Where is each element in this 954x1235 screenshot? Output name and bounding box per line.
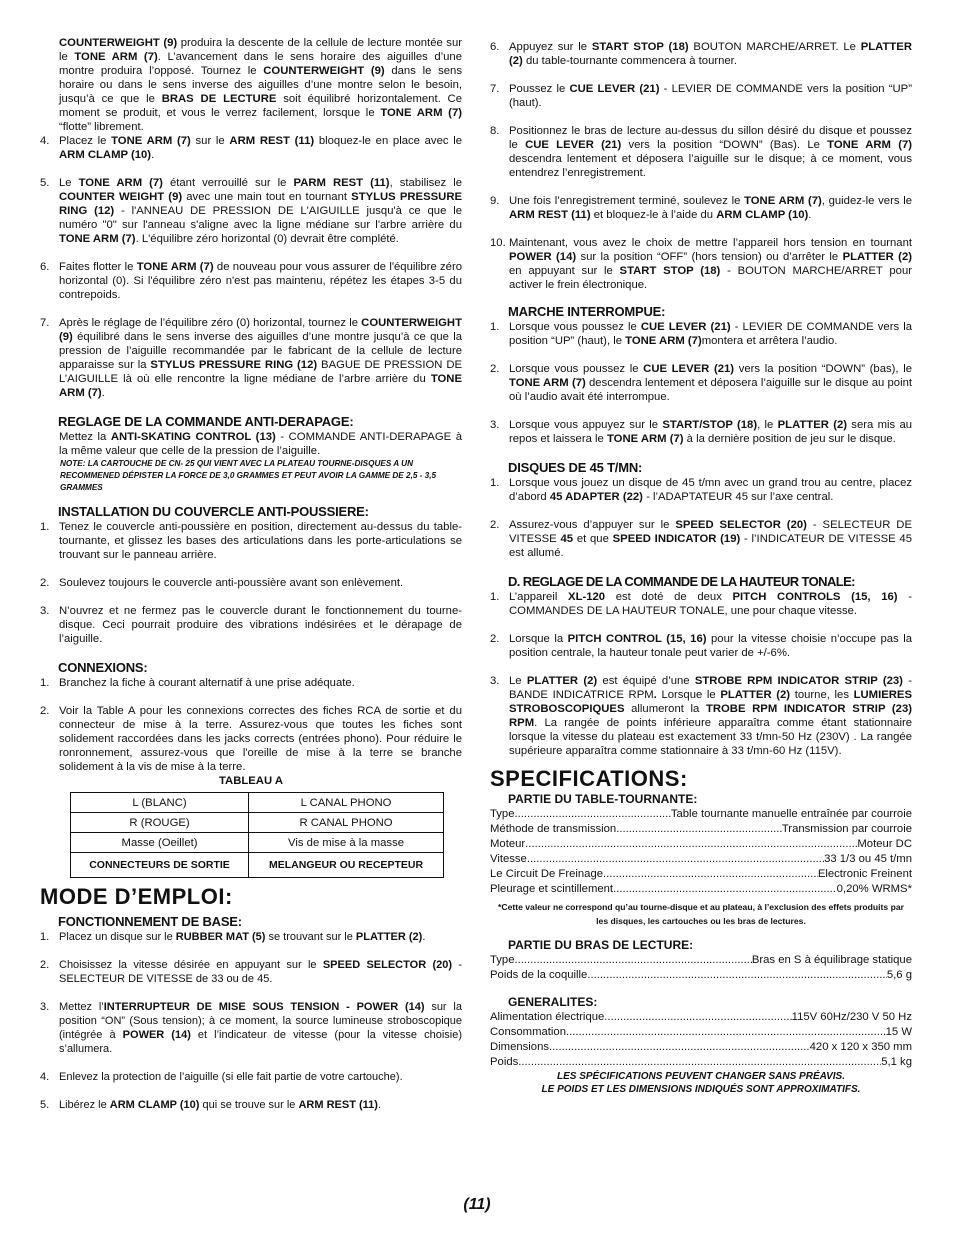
bold-term: STROBE RPM INDICATOR STRIP (23) bbox=[694, 675, 903, 687]
text-run: étant verrouillé sur le bbox=[162, 177, 294, 189]
bold-term: POWER (14) bbox=[122, 1029, 191, 1041]
list-item bbox=[40, 576, 462, 590]
spec-row bbox=[490, 852, 912, 867]
text-run: de nouveau pour vous assurer de l'équilibre zéro horizontal (0). Si l'équilibre zéro n'est pas maintenu, répétez les étapes 3-5 du contrepoids. bbox=[59, 261, 462, 301]
bold-term: SPEED SELECTOR (20) bbox=[675, 519, 807, 531]
bold-term: TONE ARM (7) bbox=[744, 195, 822, 207]
spec-value: 5,6 g bbox=[886, 969, 912, 981]
bold-term: TONE ARM (7) bbox=[78, 177, 163, 189]
spec-row bbox=[490, 1040, 912, 1055]
spec-row bbox=[490, 837, 912, 852]
right-column bbox=[490, 40, 912, 1096]
spec-gen-heading: GENERALITES: bbox=[508, 995, 598, 1009]
dot-leader bbox=[527, 852, 824, 867]
text-run: pour la vitesse choisie n’occupe pas la position centrale, la hauteur tonale peut varier de +/-6%. bbox=[509, 633, 912, 659]
bold-term: PLATTER (2) bbox=[355, 931, 423, 943]
table-cell: L (BLANC) bbox=[71, 793, 249, 813]
text-run: “flotte” librement. bbox=[59, 121, 144, 133]
bold-term: PLATTER (2) bbox=[509, 41, 912, 67]
bold-term: STYLUS PRESSURE RING (12) bbox=[150, 359, 318, 371]
list-number: 4. bbox=[40, 1071, 50, 1083]
spec-value: Moteur DC bbox=[857, 838, 912, 850]
list-item bbox=[40, 958, 462, 986]
spec-value: 0,20% WRMS* bbox=[836, 883, 912, 895]
text-run: . L’avancement dans le sens horaire des aiguilles d’une montre produira l’opposé. Tournez le bbox=[59, 51, 462, 77]
spec-label: Pleurage et scintillement bbox=[490, 883, 614, 895]
list-item bbox=[490, 40, 912, 68]
text-run: Lorsque vous jouez un disque de 45 t/mn avec un grand trou au centre, placez d’abord bbox=[509, 477, 912, 503]
list-number: 3. bbox=[490, 419, 500, 431]
list-number: 2. bbox=[490, 363, 500, 375]
list-number: 1. bbox=[40, 677, 50, 689]
text-run: Choisissez la vitesse désirée en appuyant sur le bbox=[59, 959, 323, 971]
list-item bbox=[40, 676, 462, 690]
bold-term: 45 ADAPTER (22) bbox=[549, 491, 643, 503]
text-run: . bbox=[808, 209, 812, 221]
text-run: - COMMANDE ANTI-DERAPAGE à la même valeur que celle de la pression de l’aiguille. bbox=[59, 431, 462, 457]
text-run: Lorsque la bbox=[509, 633, 568, 645]
text-run: N’ouvrez et ne fermez pas le couvercle durant le fonctionnement du tourne-disque. Ceci pourrait produire des vibrations indésirées et le dérapage de l’aiguille. bbox=[59, 605, 462, 645]
spec-value: 115V 60Hz/230 V 50 Hz bbox=[791, 1011, 912, 1023]
list-item bbox=[40, 176, 462, 246]
spec-row bbox=[490, 822, 912, 837]
bold-term: TONE ARM (7) bbox=[509, 377, 586, 389]
text-run: Le bbox=[509, 675, 527, 687]
base-steps bbox=[40, 930, 462, 1112]
text-run: Placez un disque sur le bbox=[59, 931, 176, 943]
spec-label: Dimensions bbox=[490, 1041, 550, 1053]
text-run: Libérez le bbox=[59, 1099, 110, 1111]
bold-term: CUE LEVER (21) bbox=[569, 83, 660, 95]
bold-term: COUNTERWEIGHT (9) bbox=[263, 65, 385, 77]
list-item bbox=[40, 316, 462, 400]
text-run: Voir la Table A pour les connexions correctes des fiches RCA de sortie et du connecteur de mise à la terre. Assurez-vous que toutes les fiches sont solidement raccordées dans les jacks corrects (entrées phono). Pour réduire le ronronnement, assurez-vous que l'oreille de mise à la terre se branche solidement à la vis de mise à la terre. bbox=[59, 705, 462, 773]
bold-term: PARM REST (11) bbox=[293, 177, 390, 189]
text-run: Poussez le bbox=[509, 83, 570, 95]
text-run: . La rangée de points inférieure apparaîtra comme étant stationnaire lorsque la vitesse du plateau est exactement 33 t/mn-50 Hz (230V) . La rangée supérieure apparaîtra comme stationnaire à 33 t/mn-60 Hz (115V). bbox=[509, 717, 912, 757]
bold-term: TONE ARM (7) bbox=[136, 261, 214, 273]
text-run: - LEVIER DE COMMANDE vers la position “UP” (haut), le bbox=[509, 321, 912, 347]
bold-term: TONE ARM (7) bbox=[59, 233, 136, 245]
text-run: produira la descente de la cellule de lecture montée sur le bbox=[59, 37, 463, 63]
text-run: avec une main tout en tournant bbox=[182, 191, 352, 203]
spec-label: Vitesse bbox=[490, 853, 527, 865]
list-item bbox=[490, 476, 912, 504]
spec-label: Poids bbox=[490, 1056, 519, 1068]
spec-row bbox=[490, 953, 912, 968]
text-run: - l'ANNEAU DE PRESSION DE L'AIGUILLE jusqu'à ce que le numéro "0" sur l'anneau s'aligne avec la ligne médiane sur l'arbre arrière du bbox=[59, 205, 462, 231]
bold-term: BRAS DE LECTURE bbox=[161, 93, 277, 105]
list-number: 2. bbox=[40, 959, 50, 971]
table-cell: MELANGEUR OU RECEPTEUR bbox=[249, 853, 444, 878]
text-run: Appuyez sur le bbox=[509, 41, 592, 53]
dot-leader bbox=[549, 1040, 810, 1055]
spec-value: Table tournante manuelle entraînée par courroie bbox=[670, 808, 912, 820]
text-run: vers la position “DOWN” (Bas). Le bbox=[621, 139, 828, 151]
spec-gen-list bbox=[490, 1010, 912, 1070]
bold-term: SPEED SELECTOR (20) bbox=[322, 959, 453, 971]
table-row bbox=[71, 813, 444, 833]
list-number: 5. bbox=[40, 177, 50, 189]
bold-term: POWER (14) bbox=[509, 251, 577, 263]
bold-term: PITCH CONTROLS (15, 16) bbox=[732, 591, 898, 603]
text-run: sur la position “OFF” (hors tension) ou d’arrêter le bbox=[576, 251, 843, 263]
bold-term: PLATTER (2) bbox=[842, 251, 912, 263]
list-item bbox=[40, 1070, 462, 1084]
text-run: - SELECTEUR DE VITESSE bbox=[509, 519, 912, 545]
list-item bbox=[490, 236, 912, 292]
bold-term: CUE LEVER (21) bbox=[640, 321, 731, 333]
spec-row bbox=[490, 1055, 912, 1070]
table-row bbox=[71, 853, 444, 878]
marche-heading: MARCHE INTERROMPUE: bbox=[508, 304, 666, 319]
specifications-title: SPECIFICATIONS: bbox=[490, 766, 688, 791]
bold-term: RUBBER MAT (5) bbox=[175, 931, 266, 943]
spec-value: Transmission par courroie bbox=[781, 823, 912, 835]
text-run: Assurez-vous d’appuyer sur le bbox=[509, 519, 676, 531]
spec-label: Poids de la coquille bbox=[490, 969, 588, 981]
text-run: - l’INDICATEUR DE VITESSE 45 est allumé. bbox=[509, 533, 913, 559]
bold-term: TONE ARM (7) bbox=[827, 139, 913, 151]
list-number: 3. bbox=[490, 675, 500, 687]
text-run: est doté de deux bbox=[605, 591, 733, 603]
list-number: 7. bbox=[40, 317, 50, 329]
text-run: - BOUTON MARCHE/ARRET pour activer le frein électronique. bbox=[509, 265, 912, 291]
text-run: à la dernière position de jeu sur le disque. bbox=[683, 433, 896, 445]
list-number: 1. bbox=[40, 521, 50, 533]
list-item bbox=[40, 134, 462, 162]
table-a bbox=[70, 792, 444, 878]
text-run: . L'équilibre zéro horizontal (0) devrait être complété. bbox=[135, 233, 399, 245]
text-run: soit équilibré horizontalement. Ce moment se produit, et vous le verrez facilement, lorsque le bbox=[59, 93, 462, 119]
list-item bbox=[490, 632, 912, 660]
spec-value: 33 1/3 ou 45 t/mn bbox=[824, 853, 912, 865]
text-run: Lorsque vous poussez le bbox=[509, 321, 641, 333]
text-run: Soulevez toujours le couvercle anti-poussière avant son enlèvement. bbox=[59, 577, 404, 589]
list-item bbox=[490, 518, 912, 560]
list-number: 5. bbox=[40, 1099, 50, 1111]
spec-value: 15 W bbox=[885, 1026, 912, 1038]
steps-4-7 bbox=[40, 134, 462, 400]
list-item bbox=[490, 194, 912, 222]
text-run: sur le bbox=[190, 135, 230, 147]
text-run: Enlevez la protection de l’aiguille (si elle fait partie de votre cartouche). bbox=[59, 1071, 403, 1083]
bold-term: COUNTERWEIGHT (9) bbox=[59, 37, 178, 49]
text-run: BAGUE DE PRESSION DE L’AIGUILLE là où elle rencontre la ligne médiane de l’arbre arrière du bbox=[59, 359, 463, 385]
list-item bbox=[40, 260, 462, 302]
left-column bbox=[40, 36, 462, 1112]
bold-term: COUNTERWEIGHT (9) bbox=[59, 317, 462, 343]
bold-term: STYLUS PRESSURE RING (12) bbox=[59, 191, 463, 217]
list-item bbox=[490, 124, 912, 180]
table-cell: R CANAL PHONO bbox=[249, 813, 444, 833]
text-run: Tenez le couvercle anti-poussière en position, directement au-dessus du table-tournante, et glissez les bases des articulations dans les porte-articulations se trouvant sur le panneau arrière. bbox=[59, 521, 462, 561]
dot-leader bbox=[566, 1025, 886, 1040]
spec-label: Le Circuit De Freinage bbox=[490, 868, 604, 880]
text-run: , stabilisez le bbox=[389, 177, 462, 189]
text-run: Une fois l’enregistrement terminé, soulevez le bbox=[509, 195, 745, 207]
text-run: , guidez-le vers le bbox=[821, 195, 912, 207]
bold-term: START/STOP (18) bbox=[662, 419, 758, 431]
text-run: dans le sens horaire ou dans le sens inverse des aiguilles d’une montre selon le besoin, jusqu’à ce que le bbox=[59, 65, 462, 105]
spec-table-heading: PARTIE DU TABLE-TOURNANTE: bbox=[508, 792, 698, 806]
bold-term: CUE LEVER (21) bbox=[643, 363, 735, 375]
text-run: Positionnez le bras de lecture au-dessus du sillon désiré du disque et poussez le bbox=[509, 125, 912, 151]
spec-disclaimer-1: LES SPÉCIFICATIONS PEUVENT CHANGER SANS PRÉAVIS. bbox=[556, 1071, 845, 1082]
text-run: descendra lentement et déposera l’aiguille sur le disque; à ce moment, vous entendrez l’enregistrement. bbox=[509, 153, 912, 179]
steps-6-10 bbox=[490, 40, 912, 292]
bold-term: ARM REST (11) bbox=[298, 1099, 378, 1111]
list-number: 1. bbox=[40, 931, 50, 943]
dot-leader bbox=[518, 1055, 881, 1070]
text-run: Lorsque le bbox=[656, 689, 721, 701]
table-cell: L CANAL PHONO bbox=[249, 793, 444, 813]
disques-45-heading: DISQUES DE 45 T/MN: bbox=[508, 460, 643, 475]
dot-leader bbox=[515, 807, 671, 822]
list-item bbox=[490, 82, 912, 110]
text-run: en appuyant sur le bbox=[509, 265, 620, 277]
spec-arm-heading: PARTIE DU BRAS DE LECTURE: bbox=[508, 938, 694, 952]
list-item bbox=[40, 930, 462, 944]
dot-leader bbox=[603, 867, 818, 882]
cover-heading: INSTALLATION DU COUVERCLE ANTI-POUSSIERE: bbox=[58, 504, 369, 519]
bold-term: INTERRUPTEUR DE MISE SOUS TENSION - POWER (14) bbox=[103, 1001, 425, 1013]
table-a-title: TABLEAU A bbox=[218, 775, 283, 787]
text-run: Lorsque vous appuyez sur le bbox=[509, 419, 663, 431]
text-run: est équipé d’une bbox=[597, 675, 695, 687]
cover-steps bbox=[40, 520, 462, 646]
antiskate-heading: REGLAGE DE LA COMMANDE ANTI-DERAPAGE: bbox=[58, 414, 354, 429]
text-run: - LEVIER DE COMMANDE vers la position “UP” (haut). bbox=[509, 83, 912, 109]
spec-row bbox=[490, 1025, 912, 1040]
list-number: 9. bbox=[490, 195, 500, 207]
bold-term: TONE ARM (7) bbox=[380, 107, 462, 119]
dot-leader bbox=[613, 882, 837, 897]
list-item bbox=[490, 674, 912, 758]
dot-leader bbox=[525, 837, 857, 852]
pitch-heading: D. REGLAGE DE LA COMMANDE DE LA HAUTEUR TONALE: bbox=[508, 574, 855, 589]
list-item bbox=[40, 1000, 462, 1056]
bold-term: . bbox=[653, 689, 657, 701]
text-run: BOUTON MARCHE/ARRET. Le bbox=[688, 41, 861, 53]
spec-disclaimer-2: LE POIDS ET LES DIMENSIONS INDIQUÉS SONT APPROXIMATIFS. bbox=[541, 1084, 861, 1095]
text-run: du table-tournante commencera à tourner. bbox=[522, 55, 737, 67]
text-run: vers la position “DOWN” (bas), le bbox=[734, 363, 912, 375]
table-cell: R (ROUGE) bbox=[71, 813, 249, 833]
text-run: descendra lentement et déposera l’aiguille sur le disque au point où l’audio avait été interrompue. bbox=[509, 377, 912, 403]
bold-term: TONE ARM (7) bbox=[111, 135, 191, 147]
bold-term: TONE ARM (7) bbox=[625, 335, 702, 347]
bold-term: LUMIERES STROBOSCOPIQUES bbox=[509, 689, 912, 715]
spec-row bbox=[490, 968, 912, 983]
spec-row bbox=[490, 1010, 912, 1025]
spec-value: 5,1 kg bbox=[881, 1056, 912, 1068]
text-run: et bloquez-le à l’aide du bbox=[590, 209, 717, 221]
bold-term: ARM CLAMP (10) bbox=[59, 149, 152, 161]
text-run: - BANDE INDICATRICE RPM bbox=[509, 675, 912, 701]
spec-label: Moteur bbox=[490, 838, 526, 850]
text-run: . bbox=[151, 149, 155, 161]
dot-leader bbox=[515, 953, 752, 968]
bold-term: ARM CLAMP (10) bbox=[716, 209, 809, 221]
dot-leader bbox=[604, 1010, 791, 1025]
dot-leader bbox=[616, 822, 782, 837]
mode-emploi-title: MODE D’EMPLOI: bbox=[40, 884, 233, 909]
list-item bbox=[490, 590, 912, 618]
text-run: Le bbox=[59, 177, 79, 189]
bold-term: XL-120 bbox=[568, 591, 606, 603]
table-cell: Masse (Oeillet) bbox=[71, 833, 249, 853]
text-run: allumeront la bbox=[624, 703, 706, 715]
text-run: et que bbox=[573, 533, 613, 545]
text-run: Après le réglage de l’équilibre zéro (0) horizontal, tournez le bbox=[59, 317, 362, 329]
table-row bbox=[71, 793, 444, 813]
list-number: 2. bbox=[40, 577, 50, 589]
spec-row bbox=[490, 882, 912, 897]
connexions-heading: CONNEXIONS: bbox=[58, 660, 148, 675]
text-run: sur la position “ON” (Sous tension); à ce moment, la source lumineuse stroboscopique (intégrée à bbox=[59, 1001, 462, 1041]
bold-term: SPEED INDICATOR (19) bbox=[612, 533, 741, 545]
text-run: qui se trouve sur le bbox=[199, 1099, 299, 1111]
spec-label: Méthode de transmission bbox=[490, 823, 617, 835]
list-number: 2. bbox=[40, 705, 50, 717]
text-run: sera mis au repos et laissera le bbox=[509, 419, 913, 445]
list-number: 4. bbox=[40, 135, 50, 147]
bold-term: TONE ARM (7) bbox=[74, 51, 158, 63]
base-heading: FONCTIONNEMENT DE BASE: bbox=[58, 914, 242, 929]
bold-term: 45 bbox=[560, 533, 574, 545]
list-item bbox=[40, 704, 462, 774]
text-run: Mettez la bbox=[59, 431, 111, 443]
bold-term: COUNTER WEIGHT (9) bbox=[59, 191, 183, 203]
antiskate-text bbox=[59, 430, 462, 458]
text-run: Branchez la fiche à courant alternatif à une prise adéquate. bbox=[59, 677, 355, 689]
bold-term: TONE ARM (7) bbox=[59, 373, 462, 399]
spec-arm-list bbox=[490, 953, 912, 983]
bold-term: ARM REST (11) bbox=[509, 209, 591, 221]
spec-label: Consommation bbox=[490, 1026, 566, 1038]
bold-term: ANTI-SKATING CONTROL (13) bbox=[110, 431, 276, 443]
list-number: 1. bbox=[490, 477, 500, 489]
bold-term: PLATTER (2) bbox=[526, 675, 598, 687]
list-number: 10. bbox=[490, 237, 506, 249]
text-run: Mettez l’ bbox=[59, 1001, 104, 1013]
spec-label: Type bbox=[490, 808, 515, 820]
list-number: 6. bbox=[490, 41, 500, 53]
spec-value: Electronic Freinent bbox=[817, 868, 912, 880]
text-run: - COMMANDES DE LA HAUTEUR TONALE, une pour chaque vitesse. bbox=[509, 591, 912, 617]
connexions-steps bbox=[40, 676, 462, 774]
bold-term: START STOP (18) bbox=[591, 41, 689, 53]
dot-leader bbox=[587, 968, 887, 983]
disques-45-steps bbox=[490, 476, 912, 560]
text-run: et l’indicateur de vitesse (pour la vitesse choisie) s’allumera. bbox=[59, 1029, 462, 1055]
list-number: 1. bbox=[490, 591, 500, 603]
table-cell: Vis de mise à la masse bbox=[249, 833, 444, 853]
list-item bbox=[490, 418, 912, 446]
text-run: . bbox=[377, 1099, 381, 1111]
counterweight-paragraph bbox=[59, 36, 462, 134]
spec-value: 420 x 120 x 350 mm bbox=[809, 1041, 912, 1053]
bold-term: TONE ARM (7) bbox=[606, 433, 684, 445]
list-item bbox=[40, 1098, 462, 1112]
antiskate-note: NOTE: LA CARTOUCHE DE CN- 25 QUI VIENT AVEC LA PLATEAU TOURNE-DISQUES A UN RECOMMENED DÉPISTER LA FORCE DE 3,0 GRAMMES ET PEUT AVOIR LA GAMME DE 2,5 - 3,5 GRAMMES bbox=[60, 459, 437, 492]
list-item bbox=[40, 520, 462, 562]
spec-label: Alimentation électrique bbox=[490, 1011, 605, 1023]
list-number: 3. bbox=[40, 605, 50, 617]
list-item bbox=[40, 604, 462, 646]
text-run: Faites flotter le bbox=[59, 261, 137, 273]
bold-term: PLATTER (2) bbox=[777, 419, 847, 431]
table-row bbox=[71, 833, 444, 853]
text-run: . bbox=[422, 931, 426, 943]
list-number: 6. bbox=[40, 261, 50, 273]
text-run: - l’ADAPTATEUR 45 sur l’axe central. bbox=[642, 491, 834, 503]
spec-value: Bras en S à équilibrage statique bbox=[751, 954, 912, 966]
text-run: montera et arrêtera l’audio. bbox=[701, 335, 838, 347]
table-cell: CONNECTEURS DE SORTIE bbox=[71, 853, 249, 878]
text-run: équilibré dans le sens inverse des aiguilles d’une montre jusqu’à ce que la pression de l’aiguille recommandée par le fabricant de la cellule de lecture apparaisse sur la bbox=[59, 331, 462, 371]
text-run: - SELECTEUR DE VITESSE de 33 ou de 45. bbox=[59, 959, 462, 985]
text-run: L’appareil bbox=[509, 591, 569, 603]
pitch-steps bbox=[490, 590, 912, 758]
list-number: 2. bbox=[490, 519, 500, 531]
bold-term: PLATTER (2) bbox=[720, 689, 791, 701]
text-run: tourne, les bbox=[790, 689, 854, 701]
bold-term: PITCH CONTROL (15, 16) bbox=[567, 633, 707, 645]
text-run: . bbox=[101, 387, 105, 399]
spec-table-list bbox=[490, 807, 912, 897]
text-run: Lorsque vous poussez le bbox=[509, 363, 644, 375]
list-number: 3. bbox=[40, 1001, 50, 1013]
list-number: 1. bbox=[490, 321, 500, 333]
bold-term: TROBE RPM INDICATOR STRIP (23) RPM bbox=[509, 703, 912, 729]
bold-term: CUE LEVER (21) bbox=[525, 139, 622, 151]
list-number: 2. bbox=[490, 633, 500, 645]
page-number: (11) bbox=[463, 1196, 491, 1213]
text-run: , le bbox=[757, 419, 778, 431]
list-item bbox=[490, 362, 912, 404]
marche-steps bbox=[490, 320, 912, 446]
bold-term: ARM CLAMP (10) bbox=[109, 1099, 200, 1111]
spec-row bbox=[490, 807, 912, 822]
spec-note: *Cette valeur ne correspond qu’au tourne-disque et au plateau, à l’exclusion des effets produits par les disques, les cartouches ou les bras de lectures. bbox=[498, 902, 904, 926]
text-run: bloquez-le en place avec le bbox=[314, 135, 462, 147]
list-item bbox=[490, 320, 912, 348]
spec-row bbox=[490, 867, 912, 882]
list-number: 8. bbox=[490, 125, 500, 137]
spec-label: Type bbox=[490, 954, 515, 966]
list-number: 7. bbox=[490, 83, 500, 95]
bold-term: ARM REST (11) bbox=[229, 135, 315, 147]
text-run: Placez le bbox=[59, 135, 112, 147]
text-run: se trouvant sur le bbox=[265, 931, 356, 943]
text-run: Maintenant, vous avez le choix de mettre l’appareil hors tension en tournant bbox=[509, 237, 912, 249]
bold-term: START STOP (18) bbox=[619, 265, 721, 277]
